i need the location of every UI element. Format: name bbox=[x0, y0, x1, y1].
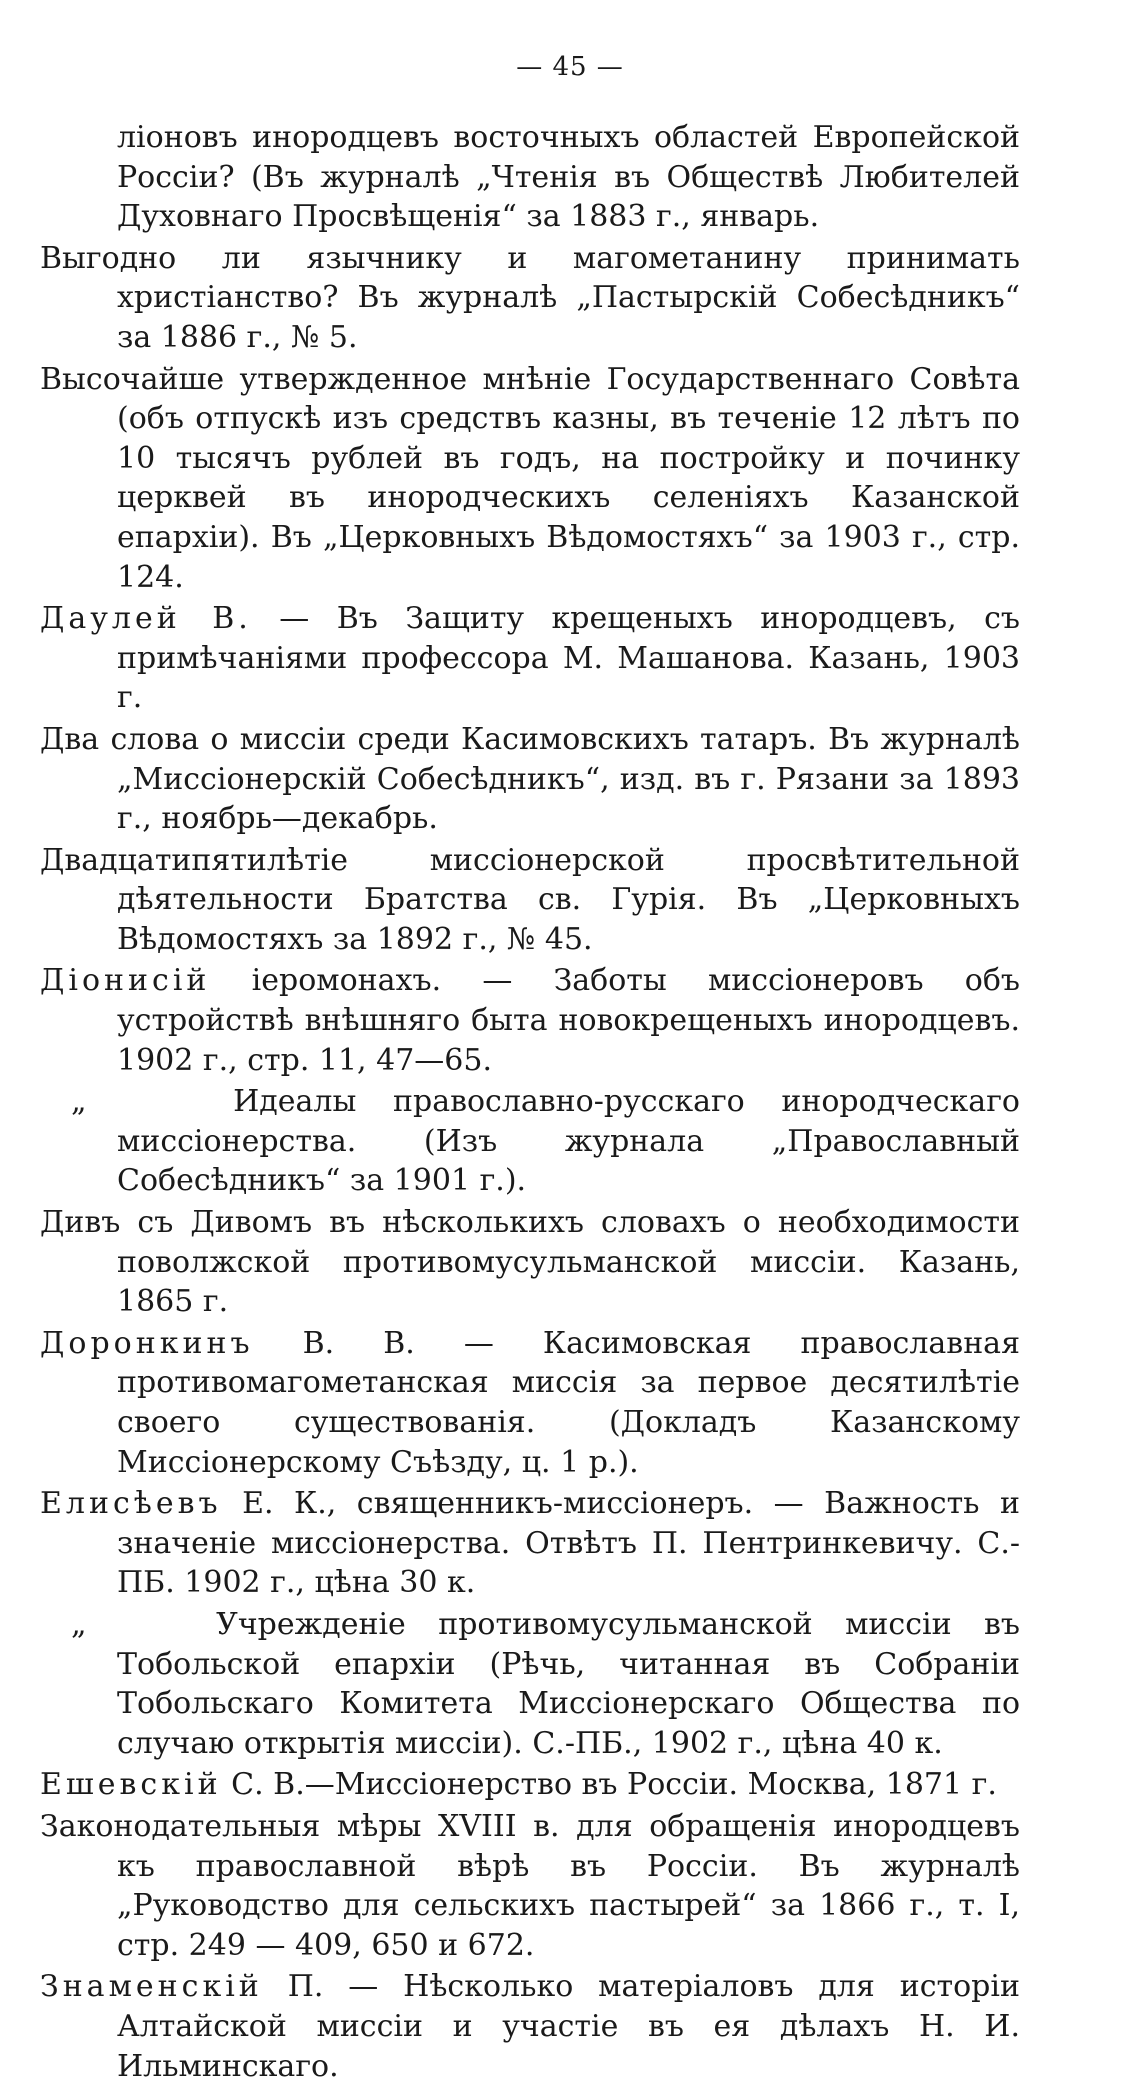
entry-text: Два слова о миссiи среди Касимовскихъ татаръ. Въ журналѣ „Миссiонерскiй Собесѣдникъ“, изд. въ г. Рязани за 1893 г., ноябрь—декабрь. bbox=[40, 721, 1020, 837]
bibliography-list bbox=[40, 118, 1020, 2088]
entry-text: Высочайше утвержденное мнѣнiе Государственнаго Совѣта (объ отпускѣ изъ средствъ казны, въ теченiе 12 лѣтъ по 10 тысячъ рублей въ годъ, на постройку и починку церквей въ инородческихъ селенiяхъ Казанской епархiи). Въ „Церковныхъ Вѣдомостяхъ“ за 1903 г., стр. 124. bbox=[40, 361, 1020, 595]
entry-text: Учрежденiе противомусульманской миссiи въ Тобольской епархiи (Рѣчь, читанная въ Собранiи Тобольскаго Комитета Миссiонерскаго Общества по случаю открытiя миссiи). С.-ПБ., 1902 г., цѣна 40 к. bbox=[117, 1606, 1020, 1761]
entry-text: Идеалы православно-русскаго инородческаго миссiонерства. (Изъ журнала „Православный Собесѣдникъ“ за 1901 г.). bbox=[117, 1084, 1020, 1199]
bibliography-entry bbox=[40, 599, 1020, 718]
bibliography-entry bbox=[40, 1605, 1020, 1763]
entry-author: Дiонисiй bbox=[40, 963, 211, 999]
bibliography-entry bbox=[40, 239, 1020, 358]
bibliography-entry bbox=[40, 720, 1020, 839]
entry-text: — Въ Защиту крещеныхъ инородцевъ, съ примѣчанiями профессора М. Машанова. Казань, 1903 г. bbox=[117, 601, 1020, 716]
entry-author: Знаменскiй bbox=[40, 1969, 263, 2005]
bibliography-entry bbox=[40, 961, 1020, 1080]
bibliography-entry bbox=[40, 1082, 1020, 1201]
entry-text: Двадцатипятилѣтiе миссiонерской просвѣтительной дѣятельности Братства св. Гурiя. Въ „Церковныхъ Вѣдомостяхъ за 1892 г., № 45. bbox=[40, 842, 1020, 957]
bibliography-entry bbox=[40, 1807, 1020, 1965]
entry-author: Даулей В. bbox=[40, 601, 252, 637]
page-number: — 45 — bbox=[516, 52, 624, 82]
entry-author: Ешевскiй bbox=[40, 1767, 222, 1803]
entry-text: Законодательныя мѣры XVIII в. для обращенiя инородцевъ къ православной вѣрѣ въ Россiи. Въ журналѣ „Руководство для сельскихъ пастырей“ за 1866 г., т. I, стр. 249 — 409, 650 и 672. bbox=[40, 1808, 1020, 1963]
bibliography-entry bbox=[40, 1967, 1020, 2086]
entry-text: В. В. — Касимовская православная противомагометанская миссiя за первое десятилѣтiе своего существованiя. (Докладъ Казанскому Миссiонерскому Съѣзду, ц. 1 р.). bbox=[117, 1325, 1020, 1480]
entry-text: лiоновъ инородцевъ восточныхъ областей Европейской Россiи? (Въ журналѣ „Чтенiя въ Обществѣ Любителей Духовнаго Просвѣщенiя“ за 1883 г., январь. bbox=[117, 120, 1020, 235]
entry-text: iеромонахъ. — Заботы миссiонеровъ объ устройствѣ внѣшняго быта новокрещеныхъ инородцевъ. 1902 г., стр. 11, 47—65. bbox=[117, 963, 1020, 1078]
entry-text: Дивъ съ Дивомъ въ нѣсколькихъ словахъ о необходимости поволжской противомусульманской миссiи. Казань, 1865 г. bbox=[40, 1205, 1020, 1320]
bibliography-entry bbox=[40, 1765, 1020, 1805]
entry-text: С. В.—Миссiонерство въ Россiи. Москва, 1871 г. bbox=[231, 1767, 997, 1803]
bibliography-entry bbox=[40, 1324, 1020, 1482]
bibliography-entry bbox=[40, 1203, 1020, 1322]
entry-text: Е. К., священникъ-миссiонеръ. — Важность и значенiе миссiонерства. Отвѣтъ П. Пентринкевичу. С.-ПБ. 1902 г., цѣна 30 к. bbox=[117, 1486, 1020, 1601]
ditto-mark: „ bbox=[71, 1606, 87, 1642]
bibliography-entry bbox=[40, 841, 1020, 960]
entry-author: Доронкинъ bbox=[40, 1325, 254, 1361]
entry-author: Елисѣевъ bbox=[40, 1486, 222, 1522]
bibliography-entry bbox=[40, 118, 1020, 237]
ditto-mark: „ bbox=[71, 1084, 87, 1120]
entry-text: П. — Нѣсколько матерiаловъ для исторiи Алтайской миссiи и участiе въ ея дѣлахъ Н. И. Ильминскаго. bbox=[117, 1969, 1020, 2084]
bibliography-entry bbox=[40, 1484, 1020, 1603]
bibliography-entry bbox=[40, 360, 1020, 598]
entry-text: Выгодно ли язычнику и магометанину принимать христiанство? Въ журналѣ „Пастырскiй Собесѣдникъ“ за 1886 г., № 5. bbox=[40, 240, 1020, 355]
